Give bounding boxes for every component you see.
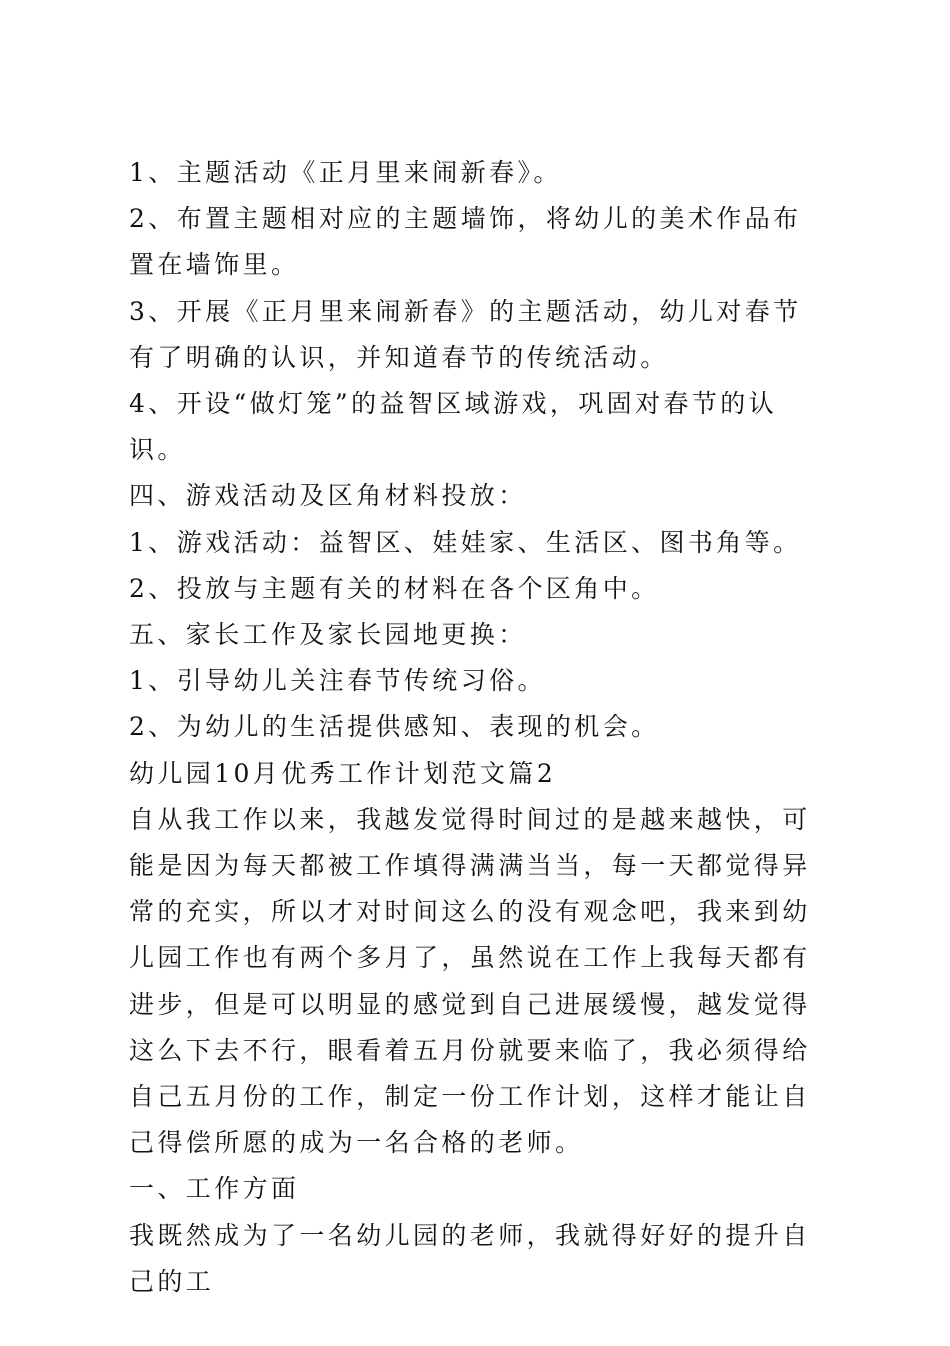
list-item-theme-event: 3、开展《正月里来闹新春》的主题活动，幼儿对春节有了明确的认识，并知道春节的传统活动。: [129, 296, 802, 372]
list-item-wall-decoration: 2、布置主题相对应的主题墙饰，将幼儿的美术作品布置在墙饰里。: [129, 204, 802, 280]
article-title: 幼儿园10月优秀工作计划范文篇2: [129, 758, 557, 788]
body-paragraph: 我既然成为了一名幼儿园的老师，我就得好好的提升自己的工: [129, 1220, 811, 1296]
document-body: [129, 150, 819, 1305]
list-item-opportunities: 2、为幼儿的生活提供感知、表现的机会。: [129, 712, 660, 742]
section-heading-games: 四、游戏活动及区角材料投放：: [129, 481, 527, 511]
list-item-lantern-game: 4、开设“做灯笼”的益智区域游戏，巩固对春节的认识。: [129, 389, 778, 465]
intro-paragraph: 自从我工作以来，我越发觉得时间过的是越来越快，可能是因为每天都被工作填得满满当当，每一天都觉得异常的充实，所以才对时间这么的没有观念吧，我来到幼儿园工作也有两个多月了，虽然说在工作上我每天都有进步，但是可以明显的感觉到自己进展缓慢，越发觉得这么下去不行，眼看着五月份就要来临了，我必须得给自己五月份的工作，制定一份工作计划，这样才能让自己得偿所愿的成为一名合格的老师。: [129, 804, 811, 1158]
list-item-customs: 1、引导幼儿关注春节传统习俗。: [129, 666, 546, 696]
list-item-theme-activity: 1、主题活动《正月里来闹新春》。: [129, 158, 562, 187]
list-item-materials: 2、投放与主题有关的材料在各个区角中。: [129, 573, 660, 603]
list-item-game-areas: 1、游戏活动：益智区、娃娃家、生活区、图书角等。: [129, 527, 802, 557]
section-heading-work: 一、工作方面: [129, 1174, 300, 1204]
section-heading-parents: 五、家长工作及家长园地更换：: [129, 620, 527, 650]
